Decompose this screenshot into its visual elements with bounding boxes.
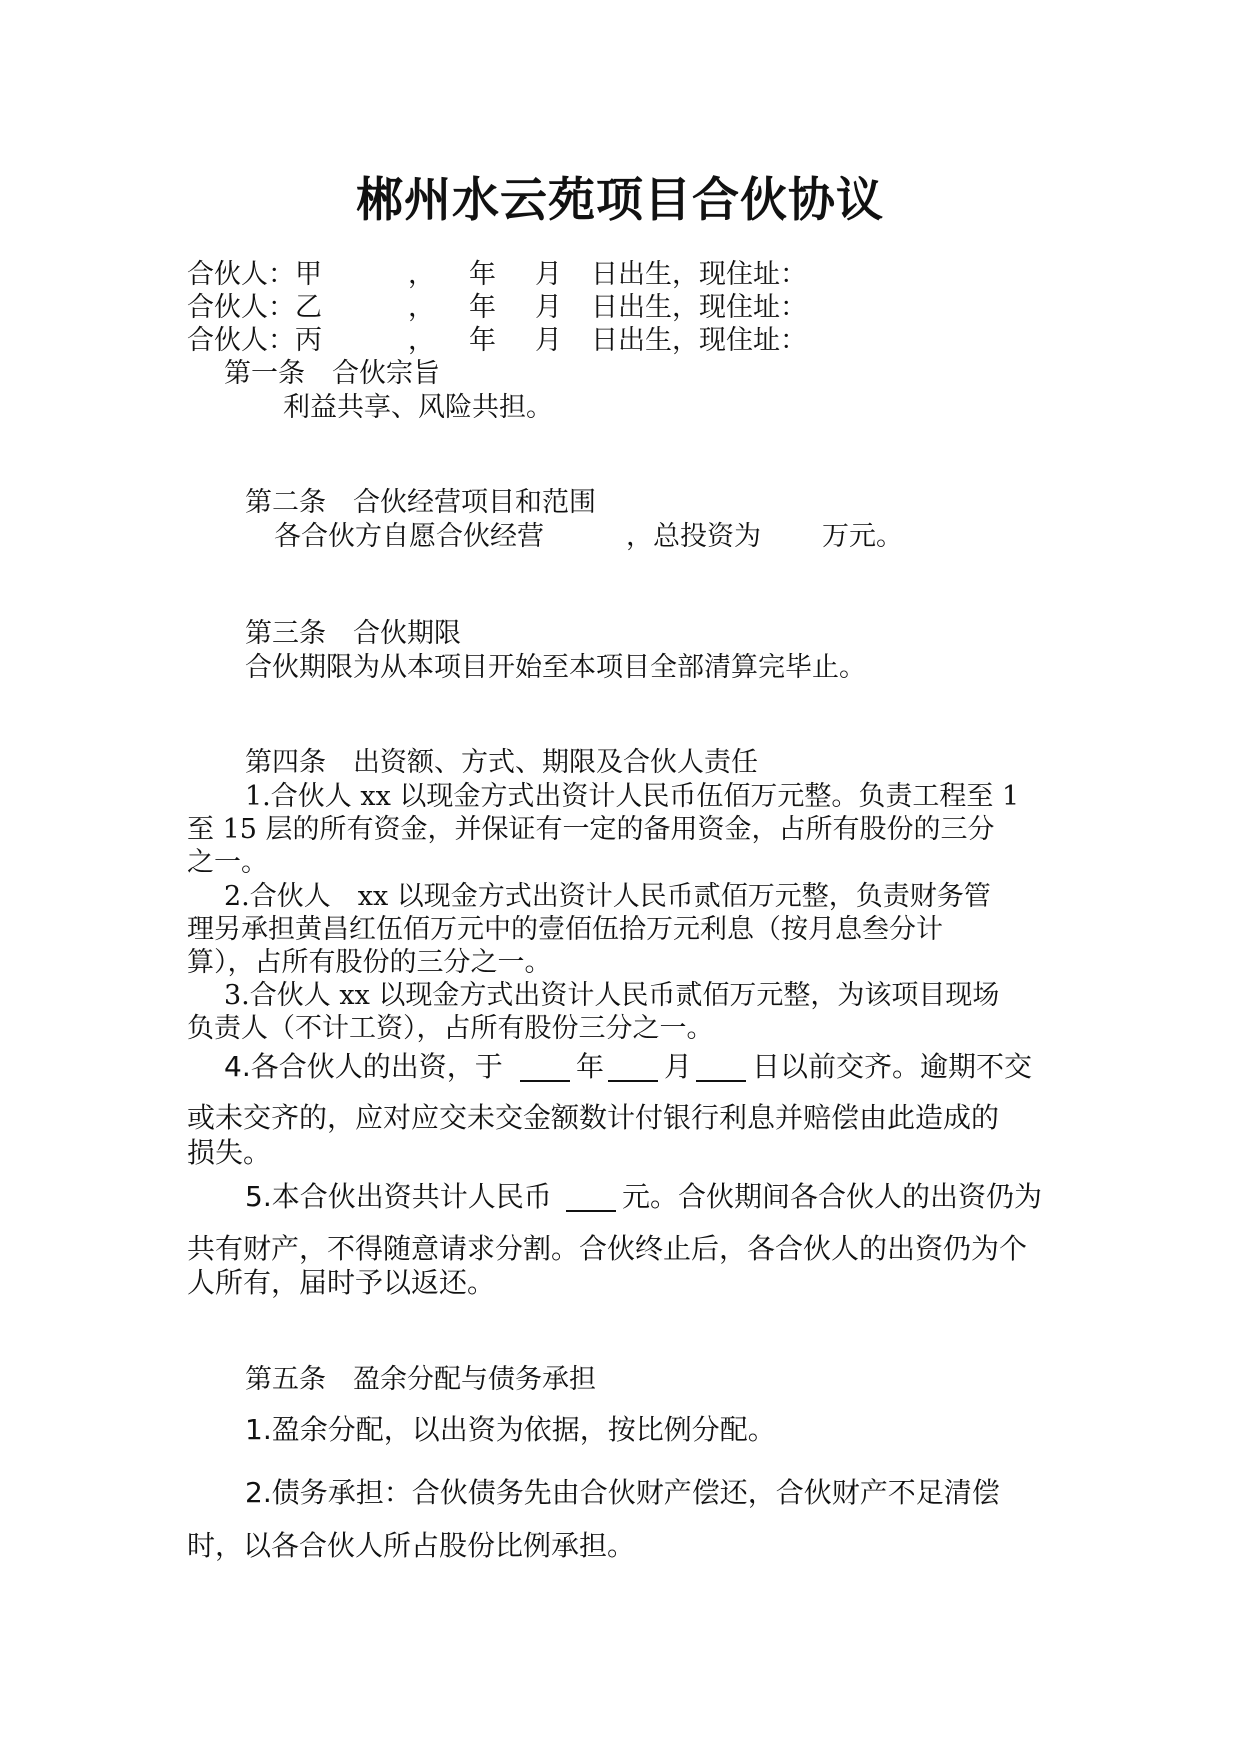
article-4-clause-2-line: 算），占所有股份的三分之一。 [187, 947, 552, 978]
article-5-heading: 第五条 盈余分配与债务承担 [245, 1364, 596, 1395]
article-3-body: 合伙期限为从本项目开始至本项目全部清算完毕止。 [245, 652, 866, 683]
article-4-clause-2-line: 理另承担黄昌红伍佰万元中的壹佰伍拾万元利息（按月息叁分计 [187, 914, 943, 945]
article-2-body-part: 各合伙方自愿合伙经营 [274, 521, 544, 552]
partner-comma: ， [408, 325, 435, 356]
article-4-clause-1-line: 之一。 [187, 847, 268, 878]
partner-comma: ， [408, 292, 435, 323]
partner-born: 日出生，现住址： [591, 325, 807, 356]
date-blank-month [608, 1054, 658, 1082]
partner-comma: ， [408, 259, 435, 290]
document-title: 郴州水云苑项目合伙协议 [356, 173, 884, 228]
article-2-body-part: ，总投资为 [626, 521, 761, 552]
article-4-clause-4-part: 4.各合伙人的出资，于 [224, 1050, 503, 1083]
article-4-clause-5-line: 共有财产，不得随意请求分割。合伙终止后，各合伙人的出资仍为个 [187, 1232, 1028, 1265]
article-4-clause-4-part: 月 [664, 1050, 693, 1083]
partner-born: 日出生，现住址： [591, 259, 807, 290]
partner-month: 月 [535, 292, 562, 323]
date-blank-day [696, 1054, 746, 1082]
article-4-clause-5-line: 人所有，届时予以返还。 [187, 1266, 496, 1299]
partner-year: 年 [469, 259, 496, 290]
partner-year: 年 [469, 325, 496, 356]
article-4-clause-5-part: 元。合伙期间各合伙人的出资仍为 [622, 1180, 1043, 1213]
article-5-clause-2-line: 2.债务承担：合伙债务先由合伙财产偿还，合伙财产不足清偿 [245, 1476, 1000, 1509]
article-4-clause-4-part: 年 [576, 1050, 605, 1083]
article-4-clause-4-part: 日以前交齐。逾期不交 [752, 1050, 1033, 1083]
article-4-clause-1-line: 1.合伙人 xx 以现金方式出资计人民币伍佰万元整。负责工程至 1 [245, 781, 1020, 812]
article-1-heading: 第一条 合伙宗旨 [224, 358, 440, 389]
article-4-clause-3-line: 3.合伙人 xx 以现金方式出资计人民币贰佰万元整，为该项目现场 [224, 980, 1000, 1011]
article-4-clause-4-line: 或未交齐的，应对应交未交金额数计付银行利息并赔偿由此造成的 [187, 1101, 1000, 1134]
article-4-clause-2-line: 2.合伙人 xx 以现金方式出资计人民币贰佰万元整，负责财务管 [224, 881, 991, 912]
partner-label: 合伙人：乙 [187, 292, 322, 323]
article-4-clause-3-line: 负责人（不计工资），占所有股份三分之一。 [187, 1013, 714, 1044]
article-2-body-part: 万元。 [822, 521, 903, 552]
article-5-clause-1: 1.盈余分配，以出资为依据，按比例分配。 [245, 1413, 776, 1446]
article-4-heading: 第四条 出资额、方式、期限及合伙人责任 [245, 747, 758, 778]
partner-month: 月 [535, 259, 562, 290]
article-4-clause-1-line: 至 15 层的所有资金，并保证有一定的备用资金，占所有股份的三分 [187, 814, 995, 845]
date-blank-year [520, 1054, 570, 1082]
article-4-clause-5-part: 5.本合伙出资共计人民币 [245, 1180, 552, 1213]
partner-label: 合伙人：甲 [187, 259, 322, 290]
article-1-body: 利益共享、风险共担。 [283, 392, 553, 423]
article-2-heading: 第二条 合伙经营项目和范围 [245, 487, 596, 518]
partner-born: 日出生，现住址： [591, 292, 807, 323]
amount-blank [566, 1184, 616, 1212]
partner-year: 年 [469, 292, 496, 323]
article-4-clause-4-line: 损失。 [187, 1136, 272, 1169]
partner-label: 合伙人：丙 [187, 325, 322, 356]
article-5-clause-2-line: 时，以各合伙人所占股份比例承担。 [187, 1529, 636, 1562]
partner-month: 月 [535, 325, 562, 356]
article-3-heading: 第三条 合伙期限 [245, 618, 461, 649]
